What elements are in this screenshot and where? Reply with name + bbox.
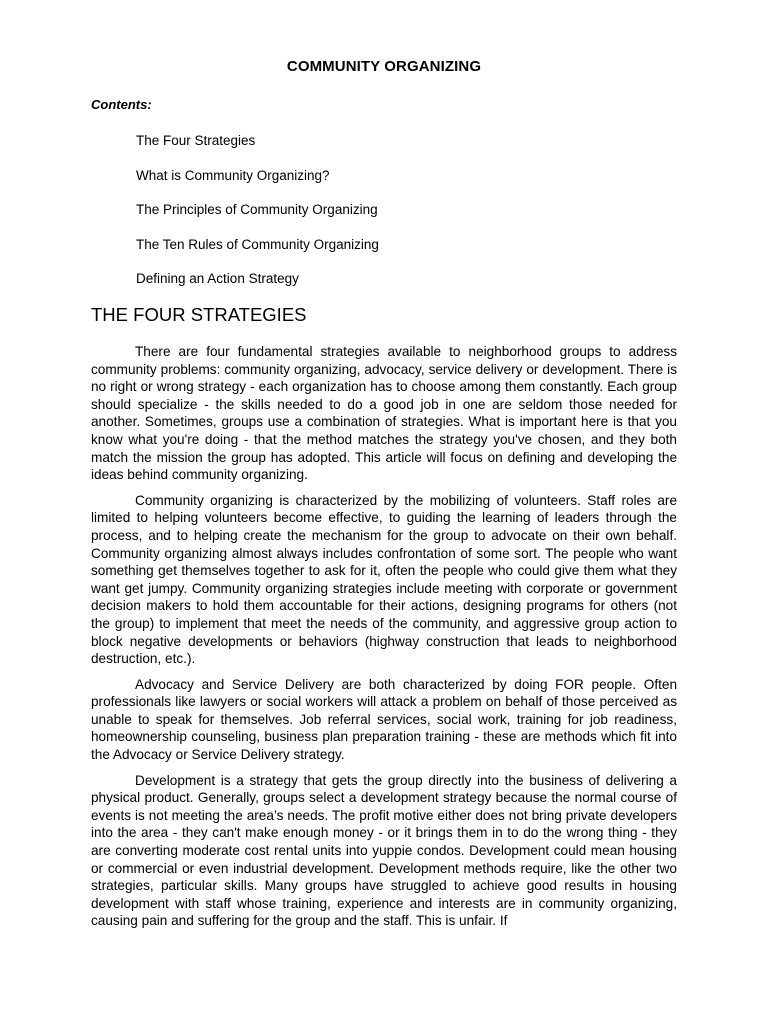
body-text <box>91 343 677 938</box>
toc-item-principles: The Principles of Community Organizing <box>136 202 378 217</box>
toc-item-four-strategies: The Four Strategies <box>136 133 256 148</box>
paragraph-intro: There are four fundamental strategies available to neighborhood groups to address community problems: community organizing, advocacy, service delivery or development. There is no right or wrong strategy - each organization has to choose among them constantly. Each group should specialize - the skills needed to do a good job in one are seldom those needed for another. Sometimes, groups use a combination of strategies. What is important here is that you know what you're doing - that the method matches the strategy you've chosen, and they both match the mission the group has adopted. This article will focus on defining and developing the ideas behind community organizing. <box>91 344 677 483</box>
section-heading: THE FOUR STRATEGIES <box>91 304 307 325</box>
table-of-contents <box>136 132 379 305</box>
toc-item-action-strategy: Defining an Action Strategy <box>136 271 299 286</box>
paragraph-community-organizing: Community organizing is characterized by the mobilizing of volunteers. Staff roles are limited to helping volunteers become effective, to guiding the learning of leaders through the process, and to helping create the mechanism for the group to advocate on their own behalf. Community organizing almost always includes confrontation of some sort. The people who want something get themselves together to ask for it, often the people who could give them what they want get jumpy. Community organizing strategies include meeting with corporate or government decision makers to hold them accountable for their actions, designing programs for others (not the group) to implement that meet the needs of the community, and aggressive group action to block negative developments or behaviors (highway construction that leads to neighborhood destruction, etc.). <box>91 492 677 667</box>
paragraph-development: Development is a strategy that gets the group directly into the business of delivering a physical product. Generally, groups select a development strategy because the normal course of events is not meeting the area’s needs. The profit motive either does not bring private developers into the area - they can't make enough money - or it brings them in to do the wrong thing - they are converting moderate cost rental units into yuppie condos. Development could mean housing or commercial or even industrial development. Development methods require, like the other two strategies, particular skills. Many groups have struggled to achieve good results in housing development with staff whose training, experience and interests are in community organizing, causing pain and suffering for the group and the staff. This is unfair. If <box>91 772 677 929</box>
toc-item-what-is-community-organizing: What is Community Organizing? <box>136 167 330 183</box>
toc-item-ten-rules: The Ten Rules of Community Organizing <box>136 236 379 252</box>
contents-label: Contents: <box>91 97 152 112</box>
document-title: COMMUNITY ORGANIZING <box>286 58 482 75</box>
paragraph-advocacy: Advocacy and Service Delivery are both characterized by doing FOR people. Often professionals like lawyers or social workers will attack a problem on behalf of those perceived as unable to speak for themselves. Job referral services, social work, training for job readiness, homeownership counseling, business plan preparation training - these are methods which fit into the Advocacy or Service Delivery strategy. <box>91 676 677 763</box>
